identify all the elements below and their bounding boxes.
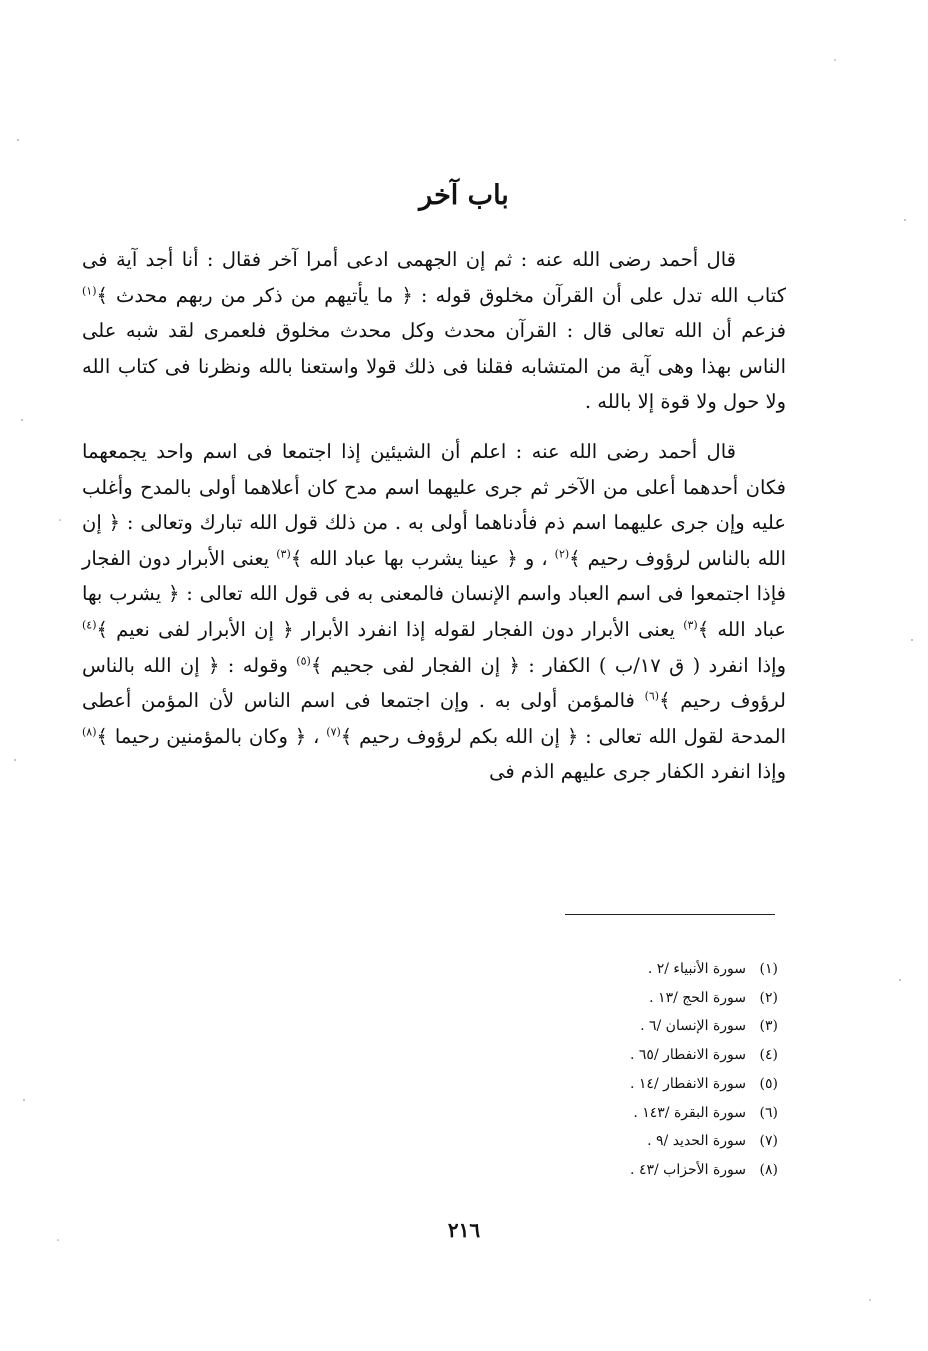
footnote-item xyxy=(448,1127,778,1156)
footnote-item xyxy=(448,1041,778,1070)
text-segment: فالمؤمن أولى به . وإن اجتمعا فى اسم الناس لأن المؤمن أعطى المدحة لقول الله تعالى : ﴿ إن الله بكم لرؤوف رحيم ﴾ xyxy=(82,689,786,748)
footnote-item xyxy=(448,1099,778,1128)
footnote-number: (١) xyxy=(759,961,778,977)
main-text xyxy=(82,242,786,790)
footnote-text: سورة الأحزاب /٤٣ . xyxy=(630,1161,746,1178)
footnote-number: (٦) xyxy=(759,1104,778,1121)
text-segment: ، و ﴿ عينا يشرب بها عباد الله ﴾ xyxy=(290,546,555,570)
footnote-marker: (٥) xyxy=(296,654,311,668)
footnote-text: سورة الأنبياء /٢ . xyxy=(647,961,746,977)
footnote-item xyxy=(448,1012,778,1041)
footnote-marker: (٧) xyxy=(326,725,341,739)
footnote-marker: (٣) xyxy=(276,547,291,561)
footnote-text: سورة الإنسان /٦ . xyxy=(640,1018,746,1035)
footnote-list xyxy=(448,955,778,1185)
footnote-marker: (٨) xyxy=(82,725,97,739)
page-number: ٢١٦ xyxy=(447,1218,481,1242)
footnote-number: (٧) xyxy=(759,1133,778,1150)
footnote-number: (٨) xyxy=(759,1161,778,1178)
footnote-text: سورة الحج /١٣ . xyxy=(649,989,746,1006)
section-title: باب آخر xyxy=(419,180,509,211)
paragraph xyxy=(82,242,786,420)
footnote-text: سورة الانفطار /٦٥ . xyxy=(630,1047,746,1064)
footnote-marker: (٦) xyxy=(644,689,660,703)
text-segment: قال أحمد رضى الله عنه : ثم إن الجهمى ادعى أمرا آخر فقال : أنا أجد آية فى كتاب الله تدل على أن القرآن مخلوق قوله : ﴿ ما يأتيهم من ذكر من ربهم محدث ﴾ xyxy=(82,248,786,307)
footnote-marker: (٤) xyxy=(82,618,97,632)
footnote-divider xyxy=(565,914,775,915)
footnote-number: (٣) xyxy=(759,1018,778,1035)
footnote-text: سورة الانفطار /١٤ . xyxy=(630,1075,746,1092)
scan-dots-right xyxy=(834,59,913,1301)
footnote-marker: (٢) xyxy=(554,547,570,561)
footnote-item xyxy=(448,1070,778,1099)
text-segment: وإذا انفرد ( ق ١٧/ب ) الكفار : ﴿ إن الفجار لفى جحيم ﴾ xyxy=(310,653,787,677)
footnote-text: سورة البقرة /١٤٣ . xyxy=(633,1104,746,1121)
text-segment: ، ﴿ وكان بالمؤمنين رحيما ﴾ xyxy=(96,724,327,748)
footnote-marker: (٣) xyxy=(683,618,698,632)
footnote-item xyxy=(448,955,778,984)
footnote-item xyxy=(448,1156,778,1185)
footnote-marker: (١) xyxy=(82,284,97,298)
footnote-number: (٢) xyxy=(759,989,778,1006)
text-segment: فزعم أن الله تعالى قال : القرآن محدث وكل محدث مخلوق فلعمرى لقد شبه على الناس بهذا وهى آية من المتشابه فقلنا فى ذلك قولا واستعنا بالله ونظرنا فى كتاب الله ولا حول ولا قوة إلا بالله . xyxy=(82,319,786,414)
footnote-number: (٥) xyxy=(759,1075,778,1092)
text-segment: يعنى الأبرار دون الفجار لقوله إذا انفرد الأبرار ﴿ إن الأبرار لفى نعيم ﴾ xyxy=(96,617,684,641)
text-segment: قال أحمد رضى الله عنه : اعلم أن الشيئين إذا اجتمعا فى اسم واحد يجمعهما فكان أحدهما أعلى من الآخر ثم جرى عليهما اسم مدح كان أعلاهما أولى بالمدح وأغلب عليه وإن جرى عليهما اسم ذم فأدناهما أولى به . من ذلك قول الله تبارك وتعالى : ﴿ إن الله بالناس لرؤوف رحيم ﴾ xyxy=(82,439,787,570)
paragraph xyxy=(82,434,786,790)
text-segment: وقوله : ﴿ إن الله بالناس لرؤوف رحيم ﴾ xyxy=(82,653,786,713)
footnote-text: سورة الحديد /٩ . xyxy=(647,1133,746,1150)
text-segment: وإذا انفرد الكفار جرى عليهم الذم فى xyxy=(489,760,786,784)
footnote-number: (٤) xyxy=(759,1047,778,1064)
text-segment: يعنى الأبرار دون الفجار فإذا اجتمعوا فى اسم العباد واسم الإنسان فالمعنى به فى قول الله تعالى : ﴿ يشرب بها عباد الله ﴾ xyxy=(82,546,786,641)
footnote-item xyxy=(448,984,778,1013)
scan-dots-left xyxy=(14,139,61,1241)
